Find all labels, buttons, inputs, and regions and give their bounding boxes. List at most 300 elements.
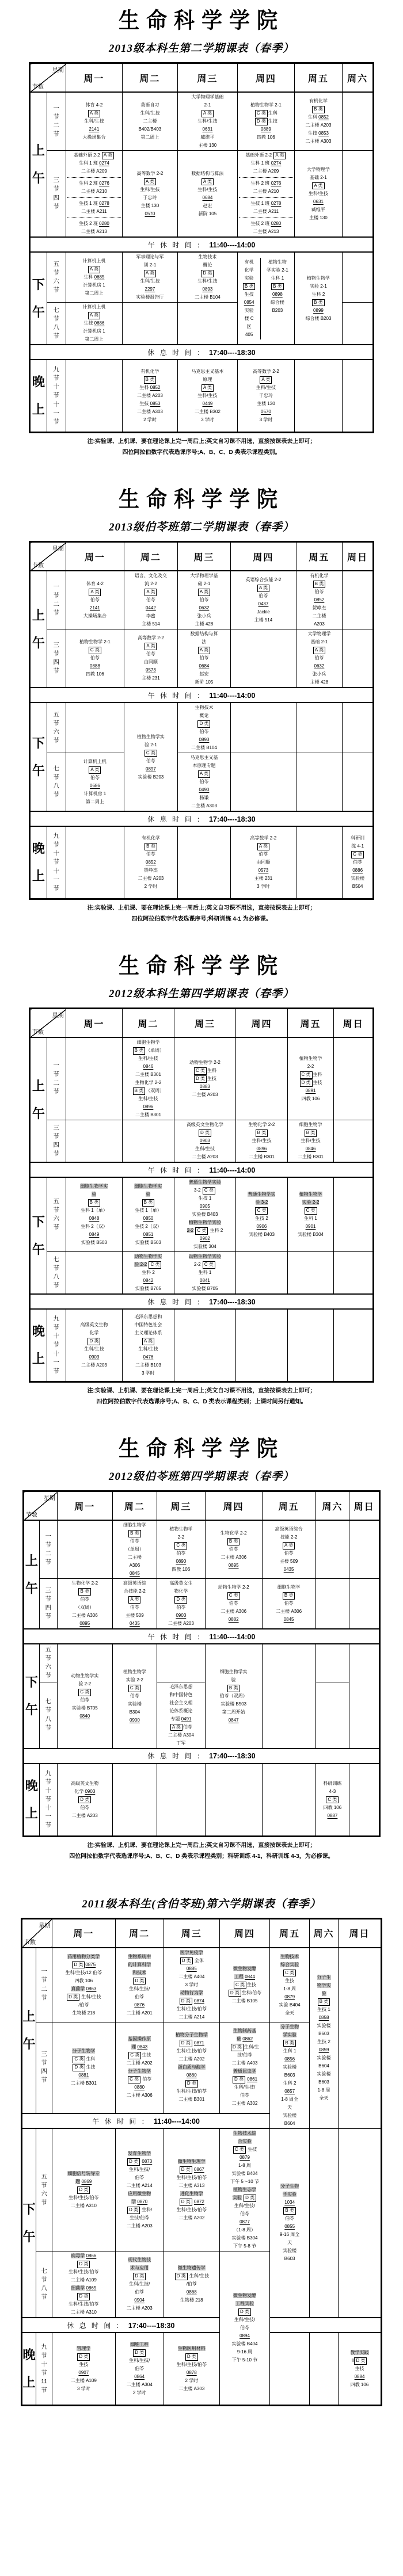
course-line: [113, 1716, 157, 1724]
course-line: 植物生物学 2-1: [250, 102, 282, 108]
empty-cell: [174, 1309, 235, 1382]
periods-label: 节数: [24, 1939, 36, 1946]
course-line: 第二周上: [140, 135, 159, 140]
course-line: [66, 1215, 123, 1223]
class-cell: [52, 1948, 115, 2022]
course-line: [270, 2087, 309, 2096]
class-type-badge: D 类: [175, 2273, 188, 2280]
course-code: 0437: [258, 601, 269, 606]
class-type-badge: D 类: [180, 2166, 192, 2174]
course-line: [164, 1997, 219, 2005]
course-line: 有机化学: [140, 369, 159, 374]
course-line: 张小兵: [197, 613, 211, 619]
course-line: 主楼 509: [279, 1559, 298, 1564]
course-line: 主楼 509: [126, 1613, 144, 1618]
course-code: 0276: [271, 181, 282, 186]
class-type-badge: D 类: [133, 1978, 146, 1985]
class-type-badge: A 类: [313, 647, 325, 654]
highlighted-text: 生物技术综: [233, 2131, 256, 2136]
day-header: 周三: [157, 1491, 206, 1521]
class-cell: [157, 1520, 206, 1579]
course-line: 计算机上机: [82, 304, 106, 310]
course-line: [123, 1253, 174, 1261]
table-title: 2012级本科生第四学期课表（春季）: [108, 988, 294, 1000]
course-line: [164, 2190, 219, 2198]
course-line: 伯苓: [284, 1601, 294, 1606]
course-line: [288, 1199, 334, 1207]
course-line: 生科/生技/: [128, 1986, 150, 1991]
day-header: 周五: [262, 1491, 315, 1521]
course-line: 伯苓: [146, 758, 155, 764]
course-code: 0852: [150, 385, 161, 390]
course-line: 概论: [203, 262, 212, 268]
course-line: 2-2 C 类 生科 2: [174, 1227, 235, 1235]
course-line: 二主楼 B301: [135, 1112, 161, 1117]
class-cell: [287, 1120, 334, 1163]
course-line: 伯苓: [146, 597, 155, 602]
highlighted-text: 普通生物学实验: [188, 1180, 221, 1185]
break-time: 11:40----14:00: [209, 1166, 256, 1174]
course-code: 0850: [143, 1216, 154, 1221]
period-label: 七 节 八 节: [47, 303, 66, 345]
course-line: 毛泽东思想和: [134, 1314, 162, 1319]
course-line: [261, 283, 294, 291]
class-cell: [177, 151, 237, 238]
course-line: 二主楼 A203: [138, 876, 164, 881]
course-line: [220, 2194, 270, 2202]
course-line: [66, 1182, 123, 1190]
highlighted-text: 微生物生理学: [177, 2159, 206, 2164]
class-type-badge: D 类: [77, 2353, 90, 2361]
class-cell: [219, 1948, 270, 2022]
course-line: [310, 1998, 338, 2006]
course-line: [116, 2198, 164, 2206]
period-label: 三 节 四 节: [39, 1579, 57, 1629]
course-line: [178, 646, 231, 654]
section-label: 晚 上: [22, 2333, 36, 2406]
course-line: 生科/生技: [256, 385, 276, 390]
course-code: 0893: [202, 287, 213, 292]
course-line: 天: [287, 2104, 292, 2110]
course-code: 0274: [99, 161, 109, 166]
class-cell: [219, 2128, 270, 2251]
course-line: [178, 786, 231, 794]
empty-cell: [66, 826, 124, 899]
class-type-badge: B 类: [227, 1685, 240, 1692]
period-label: 三 节 四 节: [47, 151, 66, 238]
course-line: [124, 765, 177, 773]
period-label: 一 节 二 节: [47, 571, 66, 629]
class-type-badge: C 类: [255, 1207, 268, 1215]
course-line: [310, 1990, 338, 1998]
empty-cell: [66, 703, 124, 753]
class-cell: [177, 629, 231, 688]
course-line: [52, 2186, 115, 2194]
highlighted-text: 验: [92, 1192, 97, 1197]
section-label: 上 午: [22, 1948, 36, 2114]
course-code: 0449: [202, 401, 213, 406]
highlighted-text: 实验: [232, 2195, 242, 2200]
course-line: 二主楼 A203: [136, 393, 163, 398]
course-line: [295, 105, 343, 113]
course-line: 社会主义理: [169, 1700, 193, 1705]
course-line: 二主楼 B302: [194, 409, 220, 414]
course-code: 0442: [146, 605, 156, 610]
course-line: [164, 1989, 219, 1997]
course-code: 0857: [284, 2088, 295, 2094]
class-type-badge: D 类: [180, 1957, 193, 1965]
course-line: [206, 1592, 262, 1600]
course-line: 实验楼 B503: [135, 1240, 161, 1245]
course-line: [270, 2055, 309, 2063]
course-code: 0435: [283, 1567, 294, 1572]
empty-cell: [262, 1644, 315, 1749]
note-line: 注:实验课、上机课、要在理论课上完一周后上;英文自习课不用选，直接按课表去上即可；: [87, 1842, 316, 1849]
course-line: [295, 182, 343, 190]
highlighted-text: 动物生物学实: [134, 1254, 162, 1259]
course-line: 生科 2 班 0276: [250, 181, 282, 186]
course-line: C 类 生技: [116, 2051, 164, 2059]
course-code: 0879: [239, 2155, 250, 2160]
course-line: 植物生物学实: [136, 734, 165, 739]
highlighted-text: 验 2-2: [134, 1262, 147, 1267]
class-type-badge: A 类: [128, 1596, 140, 1604]
course-line: 生科/生技/: [234, 2203, 256, 2208]
course-line: 生技: [79, 2362, 89, 2367]
course-line: [178, 384, 237, 392]
highlighted-text: 病毒学: [71, 2253, 85, 2258]
class-cell: [66, 151, 123, 238]
course-line: 实验楼: [127, 1701, 142, 1707]
course-code: 0870: [137, 2199, 148, 2204]
empty-cell: [343, 703, 374, 753]
highlighted-text: 植物生态学: [233, 2187, 256, 2192]
course-line: 天: [287, 2240, 292, 2246]
course-code: 0895: [79, 1621, 90, 1626]
course-code: 0684: [199, 663, 210, 669]
class-type-badge: D 类: [197, 720, 210, 728]
course-line: [123, 1190, 174, 1199]
course-line: 伯苓: [199, 597, 209, 602]
course-code: 0891: [305, 1088, 316, 1093]
class-cell: [231, 571, 296, 629]
course-line: [270, 1993, 309, 2001]
course-line: 四教 106: [74, 1978, 93, 1983]
course-line: [178, 194, 237, 202]
course-code: 0435: [130, 1621, 140, 1626]
course-line: 1-8 周: [283, 1986, 296, 1991]
course-line: 伯苓: [130, 1539, 139, 1544]
class-type-badge: C 类: [326, 1796, 339, 1804]
highlighted-text: 和技术: [132, 1970, 147, 1975]
course-line: [157, 1541, 205, 1550]
break-band: 午 休 时 间 ： 11:40----14:00: [30, 1162, 374, 1177]
periods-label: 节数: [26, 1512, 37, 1518]
course-line: [113, 1620, 157, 1628]
course-line: 本原理专题: [192, 763, 216, 768]
class-cell: [124, 629, 178, 688]
course-line: [174, 1129, 235, 1137]
day-header: 周二: [123, 63, 178, 93]
break-time: 17:40----18:30: [209, 348, 256, 357]
course-line: [270, 2207, 309, 2215]
empty-cell: [66, 1037, 123, 1120]
class-type-badge: A 类: [312, 182, 324, 190]
class-type-badge: D 类: [231, 2044, 244, 2051]
course-line: 验 2-2: [78, 1681, 92, 1686]
class-cell: [66, 1177, 123, 1252]
highlighted-text: 术与应用: [130, 2265, 149, 2270]
course-line: 生科/生技: [197, 393, 218, 398]
empty-cell: [205, 1764, 262, 1837]
empty-cell: [339, 1948, 382, 2129]
course-line: 二主楼 B301: [248, 1154, 275, 1159]
highlighted-text: 分子生物: [280, 2024, 299, 2029]
class-type-badge: B 类: [283, 1592, 295, 1600]
course-line: [174, 1277, 235, 1285]
course-code: 0895: [228, 1563, 239, 1568]
course-line: 实验 2-1: [310, 283, 327, 289]
class-cell: [177, 571, 231, 629]
course-code: 0840: [79, 1713, 90, 1719]
course-line: [270, 2039, 309, 2047]
class-type-badge: D 类: [300, 1079, 313, 1087]
course-code: 0897: [146, 766, 156, 772]
class-type-badge: C 类: [78, 1689, 91, 1696]
note-line: 四位阿拉伯数字代表选课序号;科研训练 4-1 为必修课。: [131, 916, 272, 922]
course-line: [66, 125, 123, 133]
class-cell: [66, 629, 124, 688]
course-line: [113, 1684, 157, 1692]
highlighted-text: 生物系统中: [128, 1953, 151, 1959]
course-line: [270, 2199, 309, 2207]
highlighted-text: 工程: [234, 1974, 244, 1979]
highlighted-text: 实验 2-2: [302, 1200, 320, 1205]
course-line: 1-8 周: [238, 2163, 251, 2168]
empty-cell: [315, 1644, 349, 1682]
course-line: 计算机房 1: [83, 329, 105, 334]
class-cell: [238, 151, 295, 238]
dotted-divider: [239, 197, 293, 198]
course-line: [295, 299, 343, 307]
course-code: 0867: [194, 2167, 204, 2172]
highlighted-text: 现代生物技: [128, 2257, 151, 2262]
course-line: 实验楼 B503: [220, 1701, 247, 1707]
college-title: 生命科学学院: [118, 1436, 284, 1462]
course-line: 二主楼 A403: [231, 2060, 258, 2066]
course-line: 实验楼 B404: [231, 2171, 258, 2176]
course-line: 植物生物学: [299, 1056, 322, 1061]
course-line: [113, 1570, 157, 1578]
class-type-badge: C 类: [145, 750, 157, 757]
course-code: 0859: [318, 2047, 329, 2052]
course-line: [220, 2138, 270, 2146]
course-code: 2141: [89, 127, 100, 132]
course-line: 生技 0853: [307, 131, 329, 136]
course-line: 二主楼 B104: [191, 745, 217, 750]
empty-cell: [343, 629, 374, 688]
course-code: 0632: [199, 605, 210, 610]
course-line: 实验楼 B203: [138, 774, 164, 780]
course-line: 实验楼: [283, 2112, 297, 2118]
course-line: 二主楼 B104: [194, 295, 220, 300]
course-entry: [260, 258, 294, 339]
section-label: 晚 上: [30, 826, 47, 899]
course-line: [52, 2071, 115, 2079]
course-line: D 类 生技: [238, 117, 294, 125]
highlighted-text: 植物生物学: [299, 1192, 322, 1197]
course-line: D 类 生技: [52, 2063, 115, 2071]
course-line: 新阶 105: [195, 680, 214, 685]
class-type-badge: D 类: [238, 2308, 251, 2316]
course-line: [174, 1137, 235, 1145]
course-line: 臧维平: [311, 207, 325, 212]
course-line: 计算机上机: [82, 258, 106, 264]
class-cell: [294, 252, 343, 345]
day-header: 周一: [52, 1918, 115, 1948]
course-line: [66, 1231, 123, 1239]
course-line: 第二周上: [85, 799, 104, 804]
period-label: 五 节 六 节: [47, 1177, 66, 1252]
course-line: [66, 265, 123, 273]
course-line: 伯苓: [80, 1697, 90, 1703]
course-line: 全天: [285, 2010, 295, 2016]
class-type-badge: D 类: [133, 2349, 146, 2357]
course-line: [124, 642, 177, 650]
course-line: 细胞生物学实: [219, 1669, 248, 1674]
course-code: 2297: [145, 287, 155, 292]
empty-cell: [294, 360, 343, 433]
class-type-badge: C 类: [194, 1067, 207, 1075]
course-line: 全天: [319, 2096, 329, 2101]
class-cell: [231, 826, 296, 899]
course-line: 生科/生技: [252, 1138, 272, 1143]
class-type-badge: C 类: [73, 2056, 85, 2063]
course-line: [174, 1219, 235, 1227]
schedule-table: [21, 1918, 382, 2407]
empty-cell: [349, 1644, 380, 1749]
course-line: [123, 1261, 174, 1269]
course-code: 0280: [99, 221, 109, 226]
course-line: [238, 376, 294, 384]
highlighted-text: 的计算科学: [128, 1961, 151, 1967]
class-cell: [123, 151, 178, 238]
course-line: 臧维平: [200, 135, 215, 140]
course-line: 生科/生技/伯苓: [176, 2175, 207, 2180]
course-line: 细胞生物学: [277, 1585, 301, 1590]
period-label: 一 节 二 节: [47, 92, 66, 151]
class-type-badge: C 类: [283, 1970, 296, 1977]
course-line: [116, 2341, 164, 2349]
course-code: 0863: [86, 1986, 97, 1991]
course-line: 技/伯苓: [237, 2052, 253, 2058]
course-line: 由同顺: [256, 860, 271, 865]
course-line: 四教 106: [172, 1567, 191, 1572]
course-line: 第二周上: [85, 337, 104, 342]
course-code: 0902: [200, 1236, 210, 1241]
course-line: [124, 588, 177, 596]
course-line: 伯苓（双周）: [219, 1693, 248, 1699]
schedule-table: [29, 541, 374, 900]
course-line: [231, 867, 295, 875]
course-line: 生科/生技: [195, 1146, 215, 1151]
course-code: 0849: [89, 1232, 100, 1237]
day-header: 周六: [315, 1491, 349, 1521]
course-line: [263, 1566, 315, 1574]
schedule-block: [0, 1895, 403, 2407]
class-type-badge: B 类: [312, 106, 325, 113]
class-cell: [66, 1309, 123, 1382]
course-line: [206, 1684, 262, 1692]
course-line: 二主楼 A209: [81, 169, 107, 174]
section-label: 上 午: [30, 571, 47, 688]
day-header: 周三: [177, 63, 237, 93]
class-cell: [270, 1948, 310, 2022]
course-line: 数据结构与算: [190, 631, 218, 636]
course-code: 0864: [134, 2374, 145, 2379]
course-line: 毛泽东思想: [169, 1684, 193, 1689]
period-label: 五 节 六 节: [47, 252, 66, 303]
course-line: [123, 1103, 174, 1111]
course-line: [164, 2158, 219, 2166]
course-line: 新阶 105: [198, 211, 217, 216]
course-code: 0876: [134, 2002, 145, 2008]
course-line: 2-2 C 类: [174, 1261, 235, 1269]
course-line: 生科 2: [142, 1270, 155, 1275]
course-line: [123, 1337, 174, 1345]
course-line: 第二周上: [85, 291, 104, 296]
course-code: 0851: [143, 1232, 154, 1237]
section-label: 上 午: [30, 1037, 47, 1162]
course-code: 0903: [176, 1613, 187, 1618]
class-type-badge: D 类: [180, 1998, 192, 2005]
course-code: 0874: [194, 1998, 204, 2003]
course-line: 实验楼 304: [193, 1244, 216, 1249]
period-label: 五 节 六 节: [39, 1644, 57, 1682]
course-line: 伯苓: [199, 729, 209, 734]
section-label: 下 午: [30, 703, 47, 811]
class-cell: [112, 1644, 157, 1749]
break-band: 休 息 时 间 ： 17:40----18:30: [22, 2318, 220, 2333]
course-line: [52, 2178, 115, 2186]
day-header: 周一: [66, 542, 124, 571]
course-code: 0866: [86, 2253, 97, 2258]
course-line: 生科/生技: [197, 186, 218, 192]
class-type-badge: B 类: [88, 1199, 101, 1207]
section-label: 上 午: [30, 92, 47, 237]
class-cell: [66, 92, 123, 151]
class-cell: [115, 2251, 164, 2318]
course-line: 生科 2（双）: [81, 1224, 108, 1229]
course-code: 0573: [258, 868, 269, 873]
course-line: [316, 1812, 349, 1820]
course-line: 生技 2: [317, 2039, 330, 2044]
course-code: 0858: [318, 2015, 329, 2020]
course-line: [58, 1620, 112, 1628]
class-type-badge: A 类: [88, 110, 100, 117]
course-line: [236, 1190, 287, 1199]
course-code: 0853: [318, 131, 329, 136]
course-code: 0852: [318, 115, 329, 120]
course-line: 伯苓: [135, 1994, 145, 1999]
class-type-badge: C 类: [149, 1261, 161, 1269]
course-line: 有机化学: [141, 835, 160, 841]
section-label: 下 午: [24, 1644, 40, 1749]
empty-cell: [236, 1252, 288, 1295]
class-type-badge: D 类: [174, 1596, 187, 1604]
course-line: 生科 1（单）: [81, 1208, 108, 1213]
day-header: 周日: [334, 1009, 374, 1038]
